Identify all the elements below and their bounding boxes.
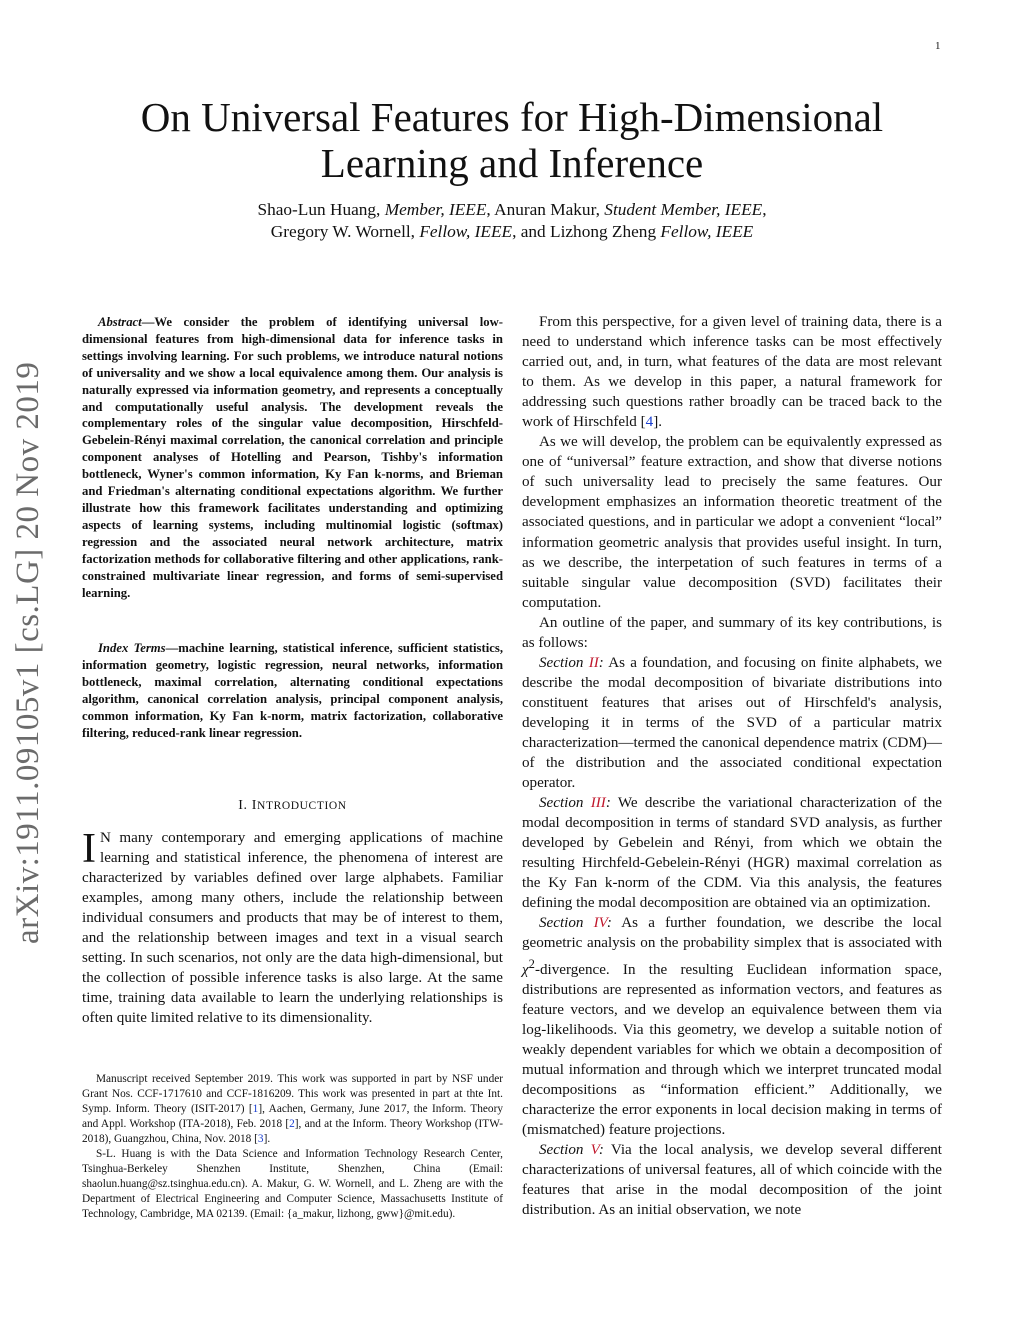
paragraph-perspective xyxy=(522,312,942,432)
colon: : xyxy=(606,915,612,932)
index-terms-label: Index Terms xyxy=(98,641,166,655)
outline-text: As a further foundation, we describe the local geometric analysis on the probability simplex that is associated with xyxy=(522,915,943,952)
outline-section-2 xyxy=(522,653,942,793)
author-makur-role: Student Member, IEEE xyxy=(604,200,763,219)
section-link-4[interactable]: IV xyxy=(593,915,607,932)
introduction-paragraph xyxy=(82,828,503,1028)
colon: : xyxy=(605,795,611,812)
outline-section-3 xyxy=(522,793,942,913)
index-terms-text: —machine learning, statistical inference, sufficient statistics, information geometry, logistic regression, neural networks, information bottleneck, maximal correlation, alternating conditional expectations algorithm, canonical correlation analysis, principal component analysis, common information, Ky Fan k-norm, matrix factorization, collaborative filtering, reduced-rank linear regression. xyxy=(82,641,503,740)
abstract xyxy=(82,314,503,601)
section-title-rest: NTRODUCTION xyxy=(257,800,347,812)
outline-text: As a foundation, and focusing on finite alphabets, we describe the modal decomposition of bivariate distributions into constituent features that arises out of Hirschfeld's analysis, developing it in terms of the SVD of a particular matrix characterization—termed the canonical dependence matrix (CDM)—of the distribution and the associated conditional expectation operator. xyxy=(522,654,942,792)
introduction-text: N many contemporary and emerging applications of machine learning and statistical inference, the phenomena of interest are characterized by variables defined over large alphabets. Familiar examples, among many others, include the relationship between individual consumers and products that may be of interest to them, and the relationship between images and text in a visual search setting. In such scenarios, not only are the data high-dimensional, but the collection of possible inference tasks is also large. At the same time, training data available to learn the underlying relationships is often quite limited relative to its dimensionality. xyxy=(82,830,503,1027)
paragraph-universal-features: As we will develop, the problem can be equivalently expressed as one of “universal” feature extraction, and show that diverse notions of such universality lead to precisely the same features. Our development emphasizes an information theoretic treatment of the associated questions, and in particular we adopt a convenient “local” information geometric analysis that provides useful insight. In turn, as we describe, the interpetation of such features in terms of a suitable singular value decomposition (SVD) facilitates their computation. xyxy=(522,434,942,611)
author-huang-role: Member, IEEE xyxy=(384,200,487,219)
chi-symbol: χ xyxy=(522,961,529,978)
author-zheng-role: Fellow, IEEE xyxy=(660,222,754,241)
outline-text: Via the local analysis, we develop several different characterizations of universal features, all of which coincide with the features that arise in the modal decomposition of the joint distribution. As an initial observation, we note xyxy=(522,1141,943,1219)
superscript-2: 2 xyxy=(528,956,535,971)
citation-link-4[interactable]: 4 xyxy=(645,414,654,431)
author-separator: , xyxy=(762,200,767,219)
author-zheng: , and Lizhong Zheng xyxy=(512,222,657,241)
title-line-2: Learning and Inference xyxy=(320,140,704,186)
author-huang: Shao-Lun Huang, xyxy=(257,200,381,219)
colon: : xyxy=(598,1141,604,1158)
drop-cap: I xyxy=(82,826,96,872)
footnote-text: Manuscript received September 2019. This work was supported in part by NSF under Grant Nos. CCF-1717610 and CCF-1816209. This work was presented in part at thte Int. Symp. Inform. Theory (ISIT-2017) [ xyxy=(82,1073,503,1116)
author-list xyxy=(150,199,874,243)
section-ref-label: Section xyxy=(539,915,594,932)
paper-title xyxy=(90,94,934,186)
right-column xyxy=(522,312,942,1220)
section-link-2[interactable]: II xyxy=(588,654,599,671)
title-line-1: On Universal Features for High-Dimensional xyxy=(140,94,884,140)
paragraph-text: From this perspective, for a given level of training data, there is a need to understand which inference tasks can be most effectively carried out, and, in turn, what features of the data are most relevant to them. As we develop in this paper, a natural framework for addressing such questions rather broadly can be traced back to the work of Hirschfeld [ xyxy=(522,314,942,431)
colon: : xyxy=(598,654,604,671)
abstract-text: —We consider the problem of identifying universal low-dimensional features from high-dimensional data for inference tasks in settings involving learning. For such problems, we introduce natural notions of universality and we show a local equivalence among them. Our analysis is naturally expressed via information geometry, and represents a conceptually and computationally useful analysis. The development reveals the complementary roles of the singular value decomposition, Hirschfeld-Gebelein-Rényi maximal correlation, the canonical correlation and principle component analyses of Hotelling and Pearson, Tishby's information bottleneck, Wyner's common information, Ky Fan k-norms, and Brieman and Friedman's alternating conditional expectations algorithm. We further illustrate how this framework facilitates understanding and optimizing aspects of learning systems, including multinomial logistic (softmax) regression and the associated neural network architecture, matrix factorization methods for collaborative filtering and other applications, rank-constrained multivariate linear regression, and forms of semi-supervised learning. xyxy=(82,315,503,600)
outline-section-4 xyxy=(522,913,942,1140)
section-number: I. xyxy=(238,798,248,813)
author-wornell-role: Fellow, IEEE xyxy=(419,222,513,241)
section-ref-label: Section xyxy=(539,654,589,671)
section-link-5[interactable]: V xyxy=(590,1141,599,1158)
footnote-text: ], Aachen, Germany, June 2017, the Inform. Theory and Appl. Workshop (ITA-2018), Feb. 2018 [ xyxy=(82,1103,503,1131)
footnotes xyxy=(82,1072,503,1222)
citation-link-2[interactable]: 2 xyxy=(289,1118,295,1131)
outline-text: We describe the variational characterization of the modal decomposition in terms of standard SVD analysis, as further developed by Gebelein and Rényi, from which we obtain the resulting Hirchfeld-Gebelein-Rényi (HGR) maximal correlation as the Ky Fan k-norm of the CDM. Via this analysis, the features defining the modal decomposition are obtained via an optimization. xyxy=(522,795,942,912)
section-title-initial: I xyxy=(251,798,258,813)
paragraph-text: ]. xyxy=(653,414,663,431)
outline-text: -divergence. In the resulting Euclidean information space, distributions are represented as information vectors, and features as feature vectors, and we develop an equivalence between them via log-likelihoods. Via this geometry, we develop a suitable notion of weakly dependent variables for which we obtain a decomposition of mutual information and through which we interpret truncated modal decompositions as “information efficient.” Additionally, we characterize the error exponents in local decision making in terms of (mismatched) feature projections. xyxy=(522,961,942,1138)
section-ref-label: Section xyxy=(539,1141,591,1158)
citation-link-3[interactable]: 3 xyxy=(257,1133,264,1146)
section-ref-label: Section xyxy=(539,795,591,812)
section-heading-introduction xyxy=(82,798,503,814)
section-link-3[interactable]: III xyxy=(590,795,606,812)
footnote-text: ]. xyxy=(263,1133,271,1146)
author-wornell: Gregory W. Wornell, xyxy=(270,222,415,241)
citation-link-1[interactable]: 1 xyxy=(252,1103,259,1116)
paragraph-outline: An outline of the paper, and summary of its key contributions, is as follows: xyxy=(522,614,942,651)
abstract-label: Abstract xyxy=(98,315,142,329)
footnote-affiliations: S-L. Huang is with the Data Science and Information Technology Research Center, Tsinghua-Berkeley Shenzhen Institute, Shenzhen, China (Email: shaolun.huang@sz.tsinghua.edu.cn). A. Makur, G. W. Wornell, and L. Zheng are with the Department of Electrical Engineering and Computer Science, Massachusetts Institute of Technology, Cambridge, MA 02139. (Email: {a_makur, lizhong, gww}@mit.edu). xyxy=(82,1148,503,1221)
page-number: 1 xyxy=(935,40,941,52)
outline-section-5 xyxy=(522,1140,942,1220)
arxiv-identifier-stamp[interactable]: arXiv:1911.09105v1 [cs.LG] 20 Nov 2019 xyxy=(10,361,46,944)
footnote-text: ], and at the Inform. Theory Workshop (ITW-2018), Guangzhou, China, Nov. 2018 [ xyxy=(82,1118,503,1146)
footnote-manuscript xyxy=(82,1072,503,1147)
index-terms xyxy=(82,640,503,741)
author-makur: , Anuran Makur, xyxy=(486,200,600,219)
